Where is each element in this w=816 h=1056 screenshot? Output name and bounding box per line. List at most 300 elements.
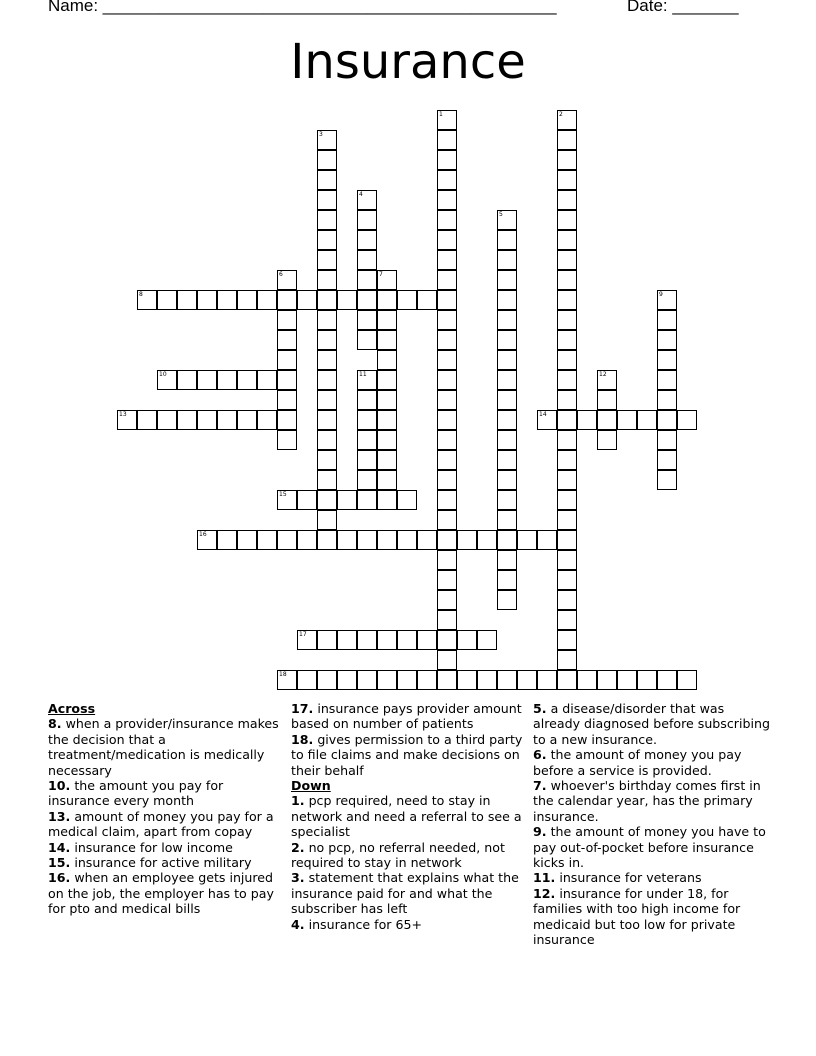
crossword-cell[interactable] (237, 290, 257, 310)
crossword-cell[interactable] (317, 290, 337, 310)
clue-number: 15. (48, 855, 71, 871)
clue-text: insurance for under 18, for families with too high income for medicaid but too low for private insurance (533, 885, 741, 948)
crossword-cell[interactable] (237, 410, 257, 430)
clue-across-8 (48, 716, 286, 778)
crossword-cell[interactable] (657, 350, 677, 370)
crossword-cell[interactable] (557, 630, 577, 650)
crossword-cell[interactable] (277, 270, 297, 290)
crossword-cell[interactable] (297, 670, 317, 690)
crossword-cell[interactable] (317, 670, 337, 690)
crossword-cell[interactable] (497, 330, 517, 350)
clue-number-label: 12 (599, 371, 607, 378)
crossword-cell[interactable] (137, 410, 157, 430)
crossword-cell[interactable] (497, 570, 517, 590)
crossword-cell[interactable] (377, 430, 397, 450)
crossword-cell[interactable] (277, 530, 297, 550)
crossword-cell[interactable] (277, 390, 297, 410)
crossword-cell[interactable] (497, 490, 517, 510)
crossword-cell[interactable] (377, 290, 397, 310)
crossword-cell[interactable] (437, 330, 457, 350)
crossword-cell[interactable] (477, 530, 497, 550)
across-heading: Across (48, 701, 96, 716)
crossword-cell[interactable] (577, 410, 597, 430)
clues-column-2 (291, 701, 529, 932)
crossword-cell[interactable] (437, 490, 457, 510)
clue-text: the amount of money you have to pay out-of-pocket before insurance kicks in. (533, 824, 766, 871)
crossword-cell[interactable] (237, 370, 257, 390)
crossword-cell[interactable] (157, 370, 177, 390)
crossword-cell[interactable] (317, 510, 337, 530)
crossword-cell[interactable] (317, 210, 337, 230)
clue-number-label: 16 (199, 531, 207, 538)
crossword-cell[interactable] (297, 630, 317, 650)
crossword-cell[interactable] (317, 130, 337, 150)
crossword-cell[interactable] (277, 290, 297, 310)
crossword-cell[interactable] (437, 110, 457, 130)
clue-number-label: 18 (279, 671, 287, 678)
clue-down-3 (291, 870, 529, 916)
crossword-cell[interactable] (437, 150, 457, 170)
crossword-cell[interactable] (317, 170, 337, 190)
crossword-cell[interactable] (437, 270, 457, 290)
crossword-cell[interactable] (557, 370, 577, 390)
clue-number: 1. (291, 793, 305, 809)
crossword-cell[interactable] (397, 630, 417, 650)
clue-down-12 (533, 886, 771, 948)
crossword-cell[interactable] (437, 650, 457, 670)
crossword-cell[interactable] (497, 230, 517, 250)
crossword-cell[interactable] (377, 370, 397, 390)
clue-text: insurance for 65+ (304, 916, 423, 932)
crossword-cell[interactable] (297, 290, 317, 310)
crossword-cell[interactable] (537, 670, 557, 690)
clue-text: amount of money you pay for a medical claim, apart from copay (48, 808, 274, 840)
crossword-cell[interactable] (317, 330, 337, 350)
crossword-cell[interactable] (277, 350, 297, 370)
crossword-cell[interactable] (317, 490, 337, 510)
crossword-cell[interactable] (557, 130, 577, 150)
crossword-cell[interactable] (657, 330, 677, 350)
crossword-cell[interactable] (437, 570, 457, 590)
crossword-cell[interactable] (557, 330, 577, 350)
crossword-cell[interactable] (377, 470, 397, 490)
crossword-cell[interactable] (437, 170, 457, 190)
crossword-cell[interactable] (397, 670, 417, 690)
crossword-cell[interactable] (437, 190, 457, 210)
crossword-cell[interactable] (357, 230, 377, 250)
clue-number-label: 15 (279, 491, 287, 498)
crossword-cell[interactable] (217, 290, 237, 310)
crossword-cell[interactable] (617, 670, 637, 690)
crossword-cell[interactable] (437, 370, 457, 390)
crossword-cell[interactable] (497, 410, 517, 430)
clue-number-label: 10 (159, 371, 167, 378)
crossword-cell[interactable] (497, 310, 517, 330)
crossword-cell[interactable] (377, 330, 397, 350)
clue-number-label: 4 (359, 191, 363, 198)
crossword-cell[interactable] (457, 630, 477, 650)
crossword-cell[interactable] (217, 530, 237, 550)
clue-text: insurance pays provider amount based on number of patients (291, 701, 522, 732)
crossword-cell[interactable] (497, 590, 517, 610)
crossword-cell[interactable] (257, 410, 277, 430)
crossword-cell[interactable] (197, 370, 217, 390)
crossword-cell[interactable] (157, 410, 177, 430)
crossword-cell[interactable] (497, 530, 517, 550)
crossword-cell[interactable] (357, 290, 377, 310)
crossword-cell[interactable] (377, 450, 397, 470)
crossword-cell[interactable] (557, 110, 577, 130)
crossword-cell[interactable] (377, 390, 397, 410)
crossword-cell[interactable] (337, 530, 357, 550)
crossword-cell[interactable] (257, 290, 277, 310)
crossword-cell[interactable] (417, 530, 437, 550)
crossword-cell[interactable] (557, 590, 577, 610)
crossword-cell[interactable] (557, 390, 577, 410)
crossword-cell[interactable] (477, 670, 497, 690)
crossword-cell[interactable] (357, 670, 377, 690)
crossword-cell[interactable] (357, 430, 377, 450)
crossword-cell[interactable] (177, 290, 197, 310)
crossword-cell[interactable] (257, 530, 277, 550)
clue-text: pcp required, need to stay in network and need a referral to see a specialist (291, 793, 522, 840)
clue-number-label: 17 (299, 631, 307, 638)
clue-number: 3. (291, 870, 305, 886)
crossword-cell[interactable] (557, 210, 577, 230)
crossword-cell[interactable] (437, 350, 457, 370)
clue-number-label: 14 (539, 411, 547, 418)
crossword-cell[interactable] (357, 330, 377, 350)
clue-number: 2. (291, 839, 305, 855)
crossword-cell[interactable] (557, 170, 577, 190)
clue-number: 17. (291, 701, 314, 716)
crossword-cell[interactable] (597, 390, 617, 410)
crossword-cell[interactable] (557, 510, 577, 530)
crossword-cell[interactable] (317, 310, 337, 330)
crossword-cell[interactable] (277, 330, 297, 350)
crossword-cell[interactable] (217, 410, 237, 430)
crossword-cell[interactable] (397, 490, 417, 510)
crossword-cell[interactable] (497, 370, 517, 390)
crossword-cell[interactable] (117, 410, 137, 430)
crossword-cell[interactable] (437, 250, 457, 270)
crossword-cell[interactable] (637, 670, 657, 690)
crossword-cell[interactable] (497, 550, 517, 570)
crossword-cell[interactable] (357, 210, 377, 230)
crossword-cell[interactable] (317, 350, 337, 370)
crossword-cell[interactable] (557, 190, 577, 210)
crossword-cell[interactable] (357, 190, 377, 210)
crossword-cell[interactable] (557, 430, 577, 450)
clue-text: gives permission to a third party to file claims and make decisions on their behalf (291, 731, 523, 778)
crossword-cell[interactable] (277, 310, 297, 330)
crossword-cell[interactable] (277, 430, 297, 450)
crossword-cell[interactable] (317, 410, 337, 430)
clue-number: 9. (533, 824, 547, 840)
crossword-cell[interactable] (437, 130, 457, 150)
clue-across-16 (48, 870, 286, 916)
crossword-cell[interactable] (557, 650, 577, 670)
clue-number: 5. (533, 701, 547, 716)
crossword-cell[interactable] (557, 310, 577, 330)
clue-text: the amount you pay for insurance every month (48, 778, 224, 809)
clue-across-15 (48, 855, 286, 870)
crossword-cell[interactable] (437, 310, 457, 330)
clue-text: insurance for active military (70, 855, 252, 871)
crossword-cell[interactable] (397, 290, 417, 310)
crossword-cell[interactable] (497, 350, 517, 370)
crossword-cell[interactable] (557, 570, 577, 590)
crossword-cell[interactable] (277, 670, 297, 690)
crossword-cell[interactable] (497, 510, 517, 530)
crossword-cell[interactable] (557, 290, 577, 310)
crossword-cell[interactable] (457, 670, 477, 690)
clue-number-label: 6 (279, 271, 283, 278)
crossword-cell[interactable] (357, 390, 377, 410)
crossword-cell[interactable] (477, 630, 497, 650)
crossword-cell[interactable] (497, 270, 517, 290)
crossword-cell[interactable] (657, 670, 677, 690)
crossword-cell[interactable] (437, 590, 457, 610)
crossword-cell[interactable] (377, 670, 397, 690)
crossword-cell[interactable] (317, 370, 337, 390)
crossword-cell[interactable] (297, 490, 317, 510)
crossword-cell[interactable] (357, 470, 377, 490)
clue-down-9 (533, 824, 771, 870)
crossword-cell[interactable] (377, 350, 397, 370)
clue-text: the amount of money you pay before a service is provided. (533, 747, 742, 778)
crossword-cell[interactable] (497, 210, 517, 230)
crossword-cell[interactable] (257, 370, 277, 390)
crossword-cell[interactable] (217, 370, 237, 390)
crossword-cell[interactable] (317, 250, 337, 270)
crossword-cell[interactable] (437, 410, 457, 430)
crossword-cell[interactable] (657, 430, 677, 450)
clue-text: a disease/disorder that was already diagnosed before subscribing to a new insurance. (533, 701, 770, 747)
crossword-cell[interactable] (437, 470, 457, 490)
clue-number-label: 9 (659, 291, 663, 298)
crossword-cell[interactable] (557, 670, 577, 690)
crossword-cell[interactable] (137, 290, 157, 310)
crossword-cell[interactable] (597, 410, 617, 430)
clue-number-label: 3 (319, 131, 323, 138)
crossword-cell[interactable] (497, 470, 517, 490)
crossword-cell[interactable] (357, 310, 377, 330)
crossword-cell[interactable] (317, 190, 337, 210)
crossword-cell[interactable] (177, 370, 197, 390)
clue-number-label: 11 (359, 371, 367, 378)
crossword-cell[interactable] (417, 670, 437, 690)
crossword-cell[interactable] (357, 530, 377, 550)
crossword-cell[interactable] (557, 350, 577, 370)
crossword-cell[interactable] (357, 630, 377, 650)
crossword-cell[interactable] (517, 530, 537, 550)
crossword-cell[interactable] (277, 410, 297, 430)
clues-column-1 (48, 701, 286, 917)
clue-number: 18. (291, 731, 314, 747)
clue-down-7 (533, 778, 771, 824)
crossword-cell[interactable] (497, 430, 517, 450)
crossword-cell[interactable] (437, 550, 457, 570)
crossword-cell[interactable] (577, 670, 597, 690)
clue-text: no pcp, no referral needed, not required to stay in network (291, 839, 505, 871)
clue-down-1 (291, 793, 529, 839)
down-heading: Down (291, 778, 331, 794)
crossword-cell[interactable] (557, 490, 577, 510)
clue-number: 6. (533, 747, 547, 763)
crossword-cell[interactable] (677, 410, 697, 430)
crossword-cell[interactable] (357, 270, 377, 290)
crossword-cell[interactable] (157, 290, 177, 310)
crossword-cell[interactable] (557, 450, 577, 470)
crossword-cell[interactable] (517, 670, 537, 690)
crossword-cell[interactable] (357, 490, 377, 510)
clue-down-5 (533, 701, 771, 747)
crossword-cell[interactable] (537, 530, 557, 550)
crossword-cell[interactable] (437, 290, 457, 310)
crossword-cell[interactable] (317, 430, 337, 450)
crossword-cell[interactable] (317, 230, 337, 250)
clue-text: when a provider/insurance makes the decision that a treatment/medication is medically necessary (48, 716, 279, 778)
crossword-cell[interactable] (497, 390, 517, 410)
crossword-cell[interactable] (597, 430, 617, 450)
crossword-cell[interactable] (197, 530, 217, 550)
crossword-cell[interactable] (337, 290, 357, 310)
crossword-cell[interactable] (557, 610, 577, 630)
clue-number-label: 5 (499, 211, 503, 218)
crossword-cell[interactable] (437, 210, 457, 230)
crossword-cell[interactable] (597, 670, 617, 690)
clue-across-13 (48, 809, 286, 840)
crossword-cell[interactable] (317, 470, 337, 490)
clue-number: 14. (48, 839, 71, 855)
crossword-cell[interactable] (317, 150, 337, 170)
crossword-cell[interactable] (437, 670, 457, 690)
crossword-cell[interactable] (237, 530, 257, 550)
crossword-cell[interactable] (657, 450, 677, 470)
clue-text: insurance for low income (70, 839, 233, 855)
crossword-cell[interactable] (297, 530, 317, 550)
clue-across-10 (48, 778, 286, 809)
clue-number: 10. (48, 778, 71, 794)
clue-number: 8. (48, 716, 62, 732)
crossword-cell[interactable] (497, 250, 517, 270)
crossword-cell[interactable] (337, 490, 357, 510)
crossword-cell[interactable] (397, 530, 417, 550)
crossword-cell[interactable] (657, 290, 677, 310)
clue-number-label: 8 (139, 291, 143, 298)
crossword-cell[interactable] (357, 250, 377, 270)
crossword-cell[interactable] (197, 410, 217, 430)
crossword-cell[interactable] (377, 310, 397, 330)
crossword-cell[interactable] (677, 670, 697, 690)
clue-number: 12. (533, 885, 556, 901)
crossword-cell[interactable] (557, 150, 577, 170)
crossword-cell[interactable] (437, 610, 457, 630)
crossword-cell[interactable] (417, 630, 437, 650)
crossword-cell[interactable] (317, 530, 337, 550)
crossword-cell[interactable] (357, 370, 377, 390)
crossword-cell[interactable] (417, 290, 437, 310)
crossword-cell[interactable] (317, 390, 337, 410)
crossword-cell[interactable] (277, 490, 297, 510)
crossword-cell[interactable] (657, 470, 677, 490)
crossword-cell[interactable] (377, 490, 397, 510)
page-title: Insurance (290, 34, 526, 90)
crossword-cell[interactable] (557, 230, 577, 250)
crossword-cell[interactable] (437, 630, 457, 650)
crossword-cell[interactable] (357, 410, 377, 430)
crossword-cell[interactable] (437, 230, 457, 250)
crossword-cell[interactable] (377, 410, 397, 430)
crossword-cell[interactable] (377, 530, 397, 550)
name-field-label: Name: ________________________________________________ (48, 0, 557, 15)
crossword-cell[interactable] (637, 410, 657, 430)
clue-number-label: 2 (559, 111, 563, 118)
crossword-cell[interactable] (437, 530, 457, 550)
crossword-cell[interactable] (317, 450, 337, 470)
crossword-cell[interactable] (657, 410, 677, 430)
crossword-cell[interactable] (437, 450, 457, 470)
crossword-cell[interactable] (437, 430, 457, 450)
clue-number: 7. (533, 778, 547, 794)
clue-number-label: 7 (379, 271, 383, 278)
crossword-cell[interactable] (357, 450, 377, 470)
crossword-cell[interactable] (557, 470, 577, 490)
crossword-cell[interactable] (557, 270, 577, 290)
clue-number: 13. (48, 808, 71, 824)
crossword-cell[interactable] (377, 270, 397, 290)
crossword-cell[interactable] (177, 410, 197, 430)
crossword-cell[interactable] (657, 390, 677, 410)
crossword-cell[interactable] (337, 630, 357, 650)
clue-down-2 (291, 840, 529, 871)
crossword-cell[interactable] (557, 410, 577, 430)
clue-across-17 (291, 701, 529, 732)
crossword-cell[interactable] (437, 390, 457, 410)
crossword-cell[interactable] (337, 670, 357, 690)
crossword-cell[interactable] (437, 510, 457, 530)
crossword-cell[interactable] (657, 370, 677, 390)
clue-down-6 (533, 747, 771, 778)
clue-across-14 (48, 840, 286, 855)
clue-down-4 (291, 917, 529, 932)
crossword-cell[interactable] (317, 270, 337, 290)
crossword-cell[interactable] (457, 530, 477, 550)
clue-number-label: 13 (119, 411, 127, 418)
crossword-cell[interactable] (537, 410, 557, 430)
clue-number-label: 1 (439, 111, 443, 118)
crossword-cell[interactable] (557, 550, 577, 570)
clue-across-18 (291, 732, 529, 778)
crossword-cell[interactable] (617, 410, 637, 430)
crossword-cell[interactable] (497, 290, 517, 310)
crossword-cell[interactable] (657, 310, 677, 330)
crossword-cell[interactable] (497, 670, 517, 690)
clue-number: 16. (48, 870, 71, 886)
crossword-cell[interactable] (317, 630, 337, 650)
crossword-cell[interactable] (197, 290, 217, 310)
crossword-cell[interactable] (557, 530, 577, 550)
clues-column-3 (533, 701, 771, 948)
crossword-cell[interactable] (597, 370, 617, 390)
crossword-cell[interactable] (557, 250, 577, 270)
crossword-cell[interactable] (277, 370, 297, 390)
crossword-cell[interactable] (497, 450, 517, 470)
clue-down-11 (533, 870, 771, 885)
crossword-cell[interactable] (377, 630, 397, 650)
date-field-label: Date: _______ (627, 0, 739, 15)
